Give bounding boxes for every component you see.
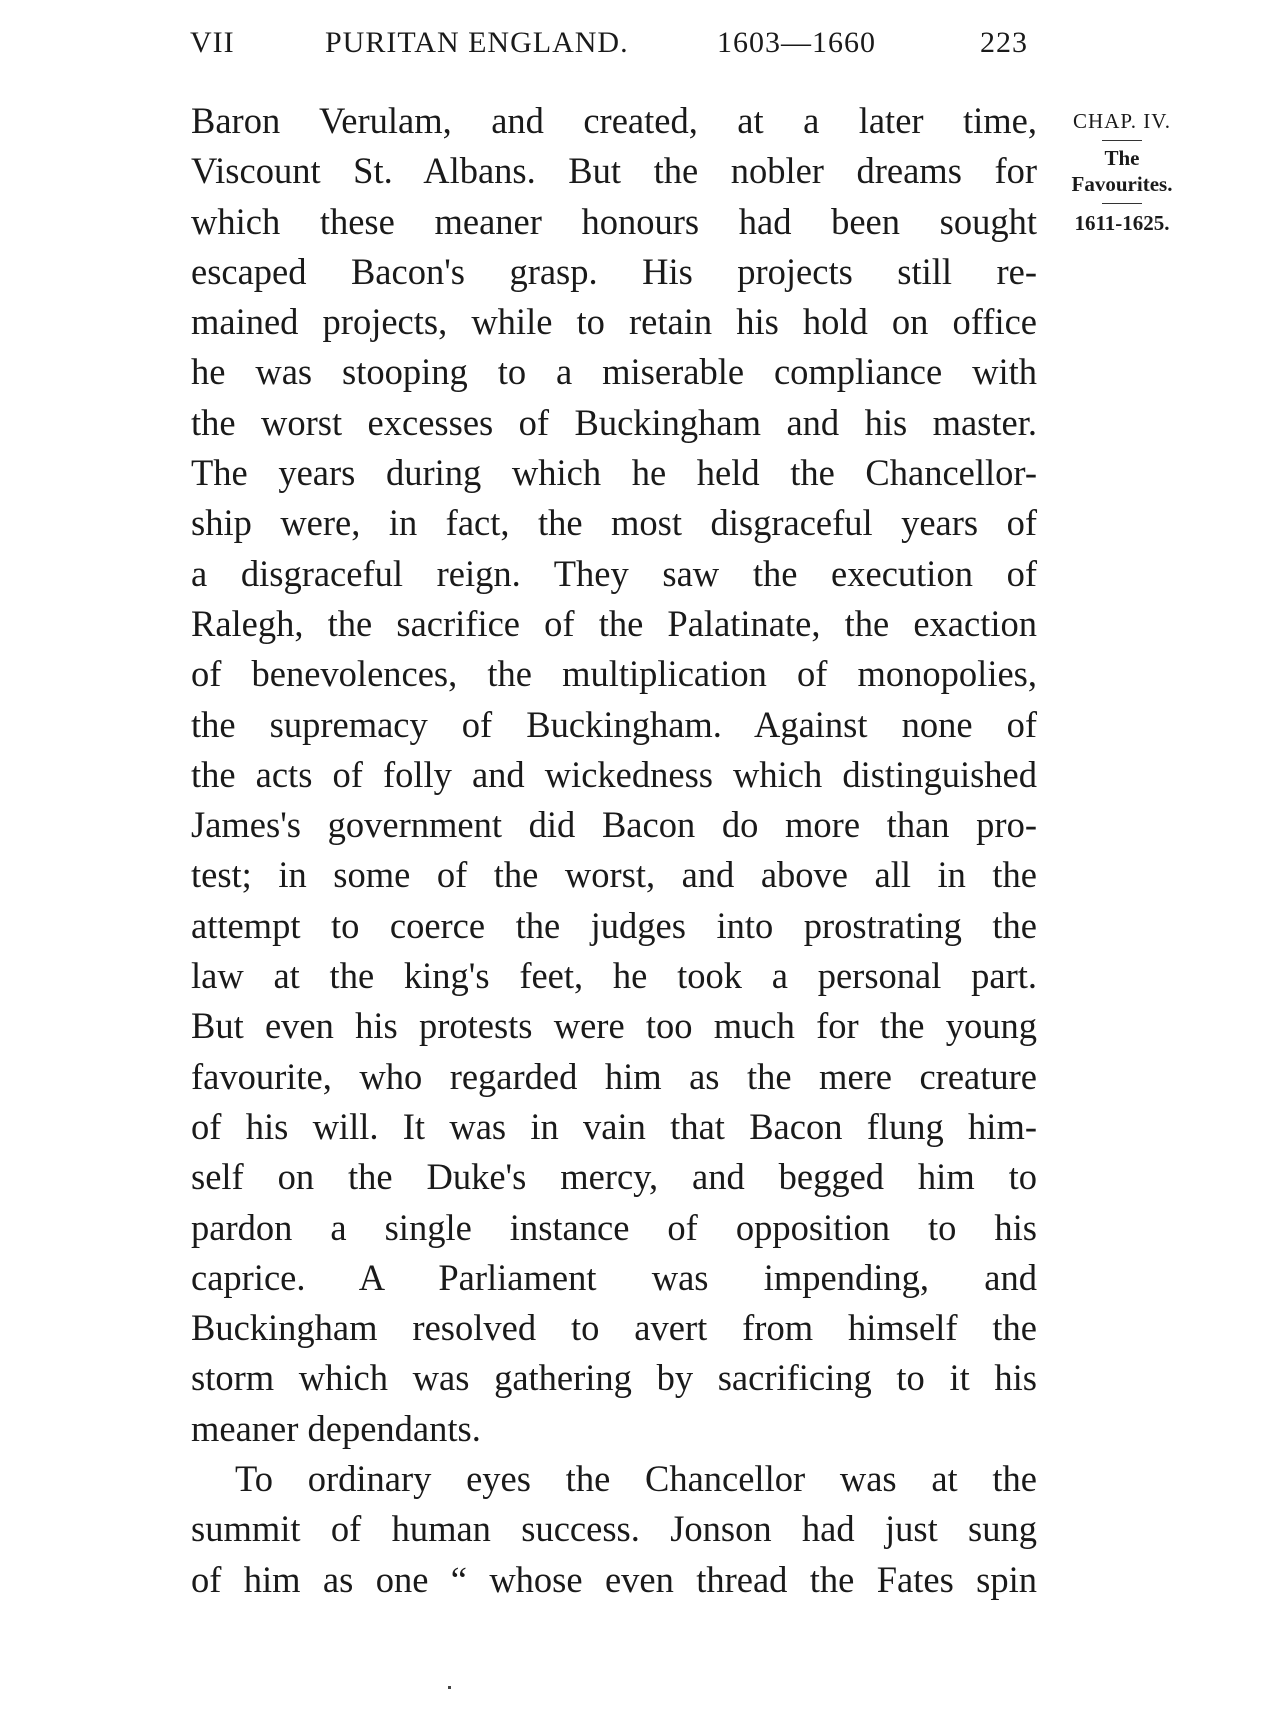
- page-number: 223: [980, 26, 1028, 59]
- body-text: [191, 96, 1037, 1605]
- running-head: [190, 26, 1040, 62]
- text-line: test; in some of the worst, and above all in the: [191, 854, 1037, 896]
- period-dates: 1603—1660: [717, 26, 876, 59]
- text-line: Buckingham resolved to avert from himself the: [191, 1307, 1037, 1349]
- text-line: the supremacy of Buckingham. Against none of: [191, 703, 1037, 745]
- margin-rule: [1102, 203, 1142, 204]
- paragraph-2: [191, 1454, 1037, 1605]
- text-line: James's government did Bacon do more than pro-: [191, 804, 1037, 846]
- text-line: of him as one “ whose even thread the Fates spin: [191, 1558, 1037, 1600]
- text-line: mained projects, while to retain his hold on office: [191, 301, 1037, 343]
- text-line: he was stooping to a miserable compliance with: [191, 351, 1037, 393]
- text-line: pardon a single instance of opposition to his: [191, 1206, 1037, 1248]
- page-speck: [448, 1686, 451, 1689]
- text-line: attempt to coerce the judges into prostrating the: [191, 904, 1037, 946]
- text-line: meaner dependants.: [191, 1407, 481, 1449]
- paragraph-1: [191, 96, 1037, 1454]
- margin-dates: 1611-1625.: [1074, 211, 1170, 235]
- text-line: To ordinary eyes the Chancellor was at the: [235, 1458, 1037, 1500]
- text-line: storm which was gathering by sacrificing to it his: [191, 1357, 1037, 1399]
- text-line: Baron Verulam, and created, at a later time,: [191, 100, 1037, 141]
- text-line: Viscount St. Albans. But the nobler dreams for: [191, 150, 1037, 192]
- text-line: self on the Duke's mercy, and begged him to: [191, 1156, 1037, 1198]
- text-line: escaped Bacon's grasp. His projects still re-: [191, 250, 1037, 292]
- text-line: ship were, in fact, the most disgraceful years of: [191, 502, 1037, 544]
- text-line: favourite, who regarded him as the mere creature: [191, 1055, 1037, 1097]
- text-line: But even his protests were too much for the young: [191, 1005, 1037, 1047]
- margin-topic-line2: Favourites.: [1071, 172, 1173, 196]
- margin-note: [1057, 108, 1187, 236]
- text-line: the acts of folly and wickedness which distinguished: [191, 753, 1037, 795]
- text-line: law at the king's feet, he took a personal part.: [191, 955, 1037, 997]
- text-line: of benevolences, the multiplication of monopolies,: [191, 653, 1037, 695]
- margin-chapter: CHAP. IV.: [1073, 109, 1171, 133]
- chapter-numeral: VII: [190, 26, 235, 59]
- text-line: Ralegh, the sacrifice of the Palatinate, the exaction: [191, 602, 1037, 644]
- text-line: The years during which he held the Chancellor-: [191, 452, 1037, 494]
- book-title: PURITAN ENGLAND.: [325, 26, 629, 59]
- margin-rule: [1102, 140, 1142, 141]
- text-line: a disgraceful reign. They saw the execution of: [191, 552, 1037, 594]
- text-line: which these meaner honours had been sought: [191, 200, 1037, 242]
- text-line: of his will. It was in vain that Bacon flung him-: [191, 1105, 1037, 1147]
- text-line: summit of human success. Jonson had just sung: [191, 1508, 1037, 1550]
- text-line: the worst excesses of Buckingham and his master.: [191, 401, 1037, 443]
- text-line: caprice. A Parliament was impending, and: [191, 1256, 1037, 1298]
- margin-topic-line1: The: [1104, 146, 1140, 170]
